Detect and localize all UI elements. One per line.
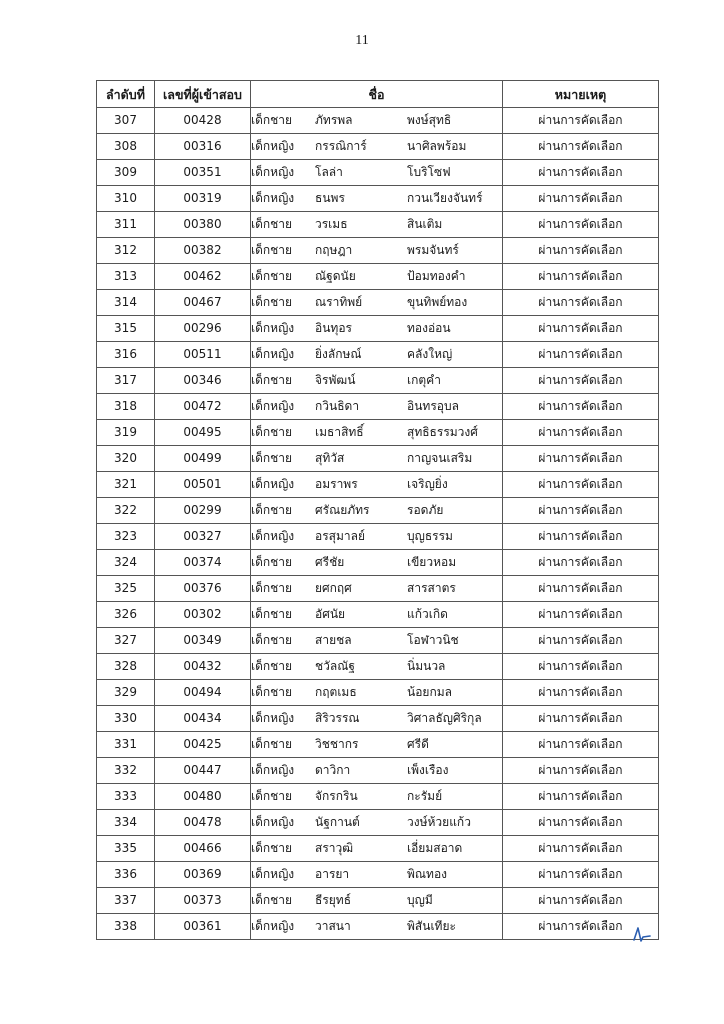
- note-cell: ผ่านการคัดเลือก: [503, 472, 659, 498]
- table-row: [97, 732, 659, 758]
- last-name: แก้วเกิด: [407, 607, 448, 621]
- note-cell: ผ่านการคัดเลือก: [503, 238, 659, 264]
- note-cell: ผ่านการคัดเลือก: [503, 264, 659, 290]
- seq-cell: 334: [97, 810, 155, 836]
- seq-cell: 309: [97, 160, 155, 186]
- exam-id-cell: 00495: [155, 420, 251, 446]
- note-cell: ผ่านการคัดเลือก: [503, 446, 659, 472]
- last-name: คลังใหญ่: [407, 347, 453, 361]
- table-row: [97, 316, 659, 342]
- name-cell: [251, 290, 503, 316]
- note-cell: ผ่านการคัดเลือก: [503, 602, 659, 628]
- name-title: เด็กชาย: [251, 555, 293, 569]
- name-title: เด็กชาย: [251, 633, 293, 647]
- seq-cell: 332: [97, 758, 155, 784]
- name-cell: [251, 524, 503, 550]
- note-cell: ผ่านการคัดเลือก: [503, 550, 659, 576]
- first-name: ยศกฤศ: [315, 581, 352, 595]
- name-title: เด็กชาย: [251, 581, 293, 595]
- exam-id-cell: 00466: [155, 836, 251, 862]
- table-row: [97, 784, 659, 810]
- table-row: [97, 290, 659, 316]
- table-row: [97, 862, 659, 888]
- last-name: ขุนทิพย์ทอง: [407, 295, 468, 309]
- first-name: สิริวรรณ: [315, 711, 360, 725]
- seq-cell: 317: [97, 368, 155, 394]
- last-name: ศรีดี: [407, 737, 429, 751]
- seq-cell: 308: [97, 134, 155, 160]
- last-name: นาศิลพร้อม: [407, 139, 467, 153]
- name-cell: [251, 628, 503, 654]
- note-cell: ผ่านการคัดเลือก: [503, 290, 659, 316]
- last-name: กะรัมย์: [407, 789, 443, 803]
- table-row: [97, 524, 659, 550]
- table-row: [97, 368, 659, 394]
- note-cell: ผ่านการคัดเลือก: [503, 576, 659, 602]
- name-title: เด็กชาย: [251, 451, 293, 465]
- last-name: เจริญยิ่ง: [407, 477, 448, 491]
- last-name: เขียวหอม: [407, 555, 457, 569]
- seq-cell: 333: [97, 784, 155, 810]
- seq-cell: 335: [97, 836, 155, 862]
- name-title: เด็กหญิง: [251, 867, 295, 881]
- name-title: เด็กชาย: [251, 659, 293, 673]
- exam-id-cell: 00351: [155, 160, 251, 186]
- exam-id-cell: 00374: [155, 550, 251, 576]
- table-row: [97, 602, 659, 628]
- first-name: วิชชากร: [315, 737, 359, 751]
- first-name: สายชล: [315, 633, 352, 647]
- note-cell: ผ่านการคัดเลือก: [503, 914, 659, 940]
- name-cell: [251, 576, 503, 602]
- seq-cell: 327: [97, 628, 155, 654]
- name-title: เด็กชาย: [251, 217, 293, 231]
- first-name: ภัทรพล: [315, 113, 353, 127]
- table-row: [97, 160, 659, 186]
- last-name: เพ็งเรือง: [407, 763, 449, 777]
- last-name: กวนเวียงจันทร์: [407, 191, 483, 205]
- name-title: เด็กชาย: [251, 373, 293, 387]
- exam-id-cell: 00432: [155, 654, 251, 680]
- table-row: [97, 446, 659, 472]
- name-title: เด็กชาย: [251, 295, 293, 309]
- table-row: [97, 108, 659, 134]
- note-cell: ผ่านการคัดเลือก: [503, 316, 659, 342]
- table-row: [97, 238, 659, 264]
- note-cell: ผ่านการคัดเลือก: [503, 628, 659, 654]
- table-row: [97, 680, 659, 706]
- seq-cell: 312: [97, 238, 155, 264]
- name-cell: [251, 836, 503, 862]
- note-cell: ผ่านการคัดเลือก: [503, 498, 659, 524]
- name-cell: [251, 914, 503, 940]
- name-cell: [251, 186, 503, 212]
- last-name: นิ่มนวล: [407, 659, 446, 673]
- note-cell: ผ่านการคัดเลือก: [503, 836, 659, 862]
- table-row: [97, 654, 659, 680]
- exam-id-cell: 00296: [155, 316, 251, 342]
- note-cell: ผ่านการคัดเลือก: [503, 160, 659, 186]
- check-mark-icon: [632, 924, 652, 946]
- last-name: เอี่ยมสอาด: [407, 841, 463, 855]
- table-row: [97, 394, 659, 420]
- table-row: [97, 264, 659, 290]
- first-name: ธีรยุทธ์: [315, 893, 352, 907]
- seq-cell: 322: [97, 498, 155, 524]
- note-cell: ผ่านการคัดเลือก: [503, 888, 659, 914]
- last-name: ทองอ่อน: [407, 321, 451, 335]
- name-cell: [251, 238, 503, 264]
- seq-cell: 338: [97, 914, 155, 940]
- exam-id-cell: 00299: [155, 498, 251, 524]
- table-row: [97, 888, 659, 914]
- name-cell: [251, 420, 503, 446]
- seq-cell: 315: [97, 316, 155, 342]
- name-cell: [251, 264, 503, 290]
- name-cell: [251, 550, 503, 576]
- last-name: พิณทอง: [407, 867, 448, 881]
- name-cell: [251, 108, 503, 134]
- table-row: [97, 472, 659, 498]
- name-title: เด็กหญิง: [251, 321, 295, 335]
- table-row: [97, 498, 659, 524]
- first-name: อินทุอร: [315, 321, 352, 335]
- seq-cell: 318: [97, 394, 155, 420]
- table-row: [97, 212, 659, 238]
- table-row: [97, 420, 659, 446]
- note-cell: ผ่านการคัดเลือก: [503, 758, 659, 784]
- table-body: [97, 108, 659, 940]
- exam-id-cell: 00447: [155, 758, 251, 784]
- last-name: บุญมี: [407, 893, 433, 907]
- last-name: วงษ์ห้วยแก้ว: [407, 815, 471, 829]
- exam-id-cell: 00319: [155, 186, 251, 212]
- note-cell: ผ่านการคัดเลือก: [503, 706, 659, 732]
- note-cell: ผ่านการคัดเลือก: [503, 784, 659, 810]
- exam-id-cell: 00316: [155, 134, 251, 160]
- exam-id-cell: 00346: [155, 368, 251, 394]
- exam-id-cell: 00511: [155, 342, 251, 368]
- table-row: [97, 186, 659, 212]
- seq-cell: 310: [97, 186, 155, 212]
- page-number: 11: [355, 33, 369, 48]
- exam-id-cell: 00425: [155, 732, 251, 758]
- seq-cell: 330: [97, 706, 155, 732]
- first-name: อรสุมาลย์: [315, 529, 366, 543]
- last-name: สารสาตร: [407, 581, 456, 595]
- table-row: [97, 550, 659, 576]
- name-cell: [251, 134, 503, 160]
- name-title: เด็กหญิง: [251, 815, 295, 829]
- first-name: ดาวิกา: [315, 763, 351, 777]
- exam-id-cell: 00376: [155, 576, 251, 602]
- name-title: เด็กชาย: [251, 269, 293, 283]
- note-cell: ผ่านการคัดเลือก: [503, 342, 659, 368]
- seq-cell: 324: [97, 550, 155, 576]
- first-name: ศรีชัย: [315, 555, 345, 569]
- note-cell: ผ่านการคัดเลือก: [503, 680, 659, 706]
- name-title: เด็กชาย: [251, 841, 293, 855]
- first-name: จักรกริน: [315, 789, 358, 803]
- first-name: กวินธิดา: [315, 399, 360, 413]
- exam-id-cell: 00467: [155, 290, 251, 316]
- last-name: ป้อมทองคำ: [407, 269, 466, 283]
- last-name: พิสันเทียะ: [407, 919, 456, 933]
- seq-cell: 314: [97, 290, 155, 316]
- seq-cell: 329: [97, 680, 155, 706]
- name-title: เด็กหญิง: [251, 139, 295, 153]
- note-cell: ผ่านการคัดเลือก: [503, 394, 659, 420]
- seq-cell: 323: [97, 524, 155, 550]
- first-name: สุทิวัส: [315, 451, 345, 465]
- note-cell: ผ่านการคัดเลือก: [503, 654, 659, 680]
- note-cell: ผ่านการคัดเลือก: [503, 212, 659, 238]
- name-title: เด็กหญิง: [251, 477, 295, 491]
- name-title: เด็กชาย: [251, 113, 293, 127]
- first-name: ธนพร: [315, 191, 345, 205]
- last-name: บุญธรรม: [407, 529, 453, 543]
- seq-cell: 326: [97, 602, 155, 628]
- name-title: เด็กหญิง: [251, 165, 295, 179]
- name-title: เด็กชาย: [251, 503, 293, 517]
- first-name: ณราทิพย์: [315, 295, 363, 309]
- first-name: ยิ่งลักษณ์: [315, 347, 362, 361]
- seq-cell: 311: [97, 212, 155, 238]
- first-name: อมราพร: [315, 477, 358, 491]
- name-title: เด็กหญิง: [251, 763, 295, 777]
- table-row: [97, 134, 659, 160]
- last-name: สินเติม: [407, 217, 443, 231]
- last-name: โบริโซฟ: [407, 165, 451, 179]
- last-name: พงษ์สุทธิ: [407, 113, 452, 127]
- name-cell: [251, 680, 503, 706]
- name-title: เด็กหญิง: [251, 919, 295, 933]
- name-cell: [251, 732, 503, 758]
- first-name: ชวัลณัฐ: [315, 659, 355, 673]
- table-row: [97, 342, 659, 368]
- first-name: กรรณิการ์: [315, 139, 367, 153]
- name-cell: [251, 810, 503, 836]
- name-title: เด็กชาย: [251, 893, 293, 907]
- name-cell: [251, 862, 503, 888]
- seq-cell: 321: [97, 472, 155, 498]
- exam-id-cell: 00480: [155, 784, 251, 810]
- exam-id-cell: 00434: [155, 706, 251, 732]
- note-cell: ผ่านการคัดเลือก: [503, 134, 659, 160]
- note-cell: ผ่านการคัดเลือก: [503, 420, 659, 446]
- last-name: โอฬาวนิช: [407, 633, 459, 647]
- table-header: [97, 81, 659, 108]
- name-cell: [251, 758, 503, 784]
- last-name: อินทรอุบล: [407, 399, 459, 413]
- header-note: หมายเหตุ: [503, 81, 659, 108]
- exam-id-cell: 00428: [155, 108, 251, 134]
- header-seq: ลำดับที่: [97, 81, 155, 108]
- seq-cell: 336: [97, 862, 155, 888]
- name-cell: [251, 472, 503, 498]
- name-cell: [251, 654, 503, 680]
- table-row: [97, 576, 659, 602]
- table-row: [97, 836, 659, 862]
- seq-cell: 307: [97, 108, 155, 134]
- first-name: เมธาสิทธิ์: [315, 425, 364, 439]
- last-name: น้อยกมล: [407, 685, 452, 699]
- header-exam-id: เลขที่ผู้เข้าสอบ: [155, 81, 251, 108]
- first-name: กฤตเมธ: [315, 685, 357, 699]
- name-cell: [251, 368, 503, 394]
- seq-cell: 328: [97, 654, 155, 680]
- first-name: โลล่า: [315, 165, 343, 179]
- seq-cell: 319: [97, 420, 155, 446]
- name-title: เด็กหญิง: [251, 529, 295, 543]
- first-name: กฤษฎา: [315, 243, 353, 257]
- name-title: เด็กหญิง: [251, 191, 295, 205]
- seq-cell: 316: [97, 342, 155, 368]
- name-cell: [251, 446, 503, 472]
- name-title: เด็กชาย: [251, 425, 293, 439]
- name-title: เด็กชาย: [251, 243, 293, 257]
- exam-id-cell: 00462: [155, 264, 251, 290]
- last-name: วิศาลธัญศิริกุล: [407, 711, 482, 725]
- exam-id-cell: 00494: [155, 680, 251, 706]
- name-title: เด็กชาย: [251, 685, 293, 699]
- header-row: [97, 81, 659, 108]
- first-name: ศรัณยภัทร: [315, 503, 370, 517]
- note-cell: ผ่านการคัดเลือก: [503, 108, 659, 134]
- seq-cell: 325: [97, 576, 155, 602]
- name-title: เด็กชาย: [251, 737, 293, 751]
- exam-id-cell: 00327: [155, 524, 251, 550]
- exam-id-cell: 00373: [155, 888, 251, 914]
- name-title: เด็กหญิง: [251, 399, 295, 413]
- exam-id-cell: 00472: [155, 394, 251, 420]
- exam-id-cell: 00369: [155, 862, 251, 888]
- table-row: [97, 628, 659, 654]
- note-cell: ผ่านการคัดเลือก: [503, 732, 659, 758]
- seq-cell: 337: [97, 888, 155, 914]
- name-title: เด็กชาย: [251, 607, 293, 621]
- note-cell: ผ่านการคัดเลือก: [503, 368, 659, 394]
- name-cell: [251, 498, 503, 524]
- first-name: สราวุฒิ: [315, 841, 354, 855]
- table-row: [97, 810, 659, 836]
- name-title: เด็กหญิง: [251, 347, 295, 361]
- name-cell: [251, 160, 503, 186]
- seq-cell: 320: [97, 446, 155, 472]
- note-cell: ผ่านการคัดเลือก: [503, 810, 659, 836]
- first-name: ณัฐดนัย: [315, 269, 356, 283]
- table-row: [97, 914, 659, 940]
- exam-id-cell: 00382: [155, 238, 251, 264]
- name-cell: [251, 342, 503, 368]
- name-cell: [251, 212, 503, 238]
- exam-id-cell: 00302: [155, 602, 251, 628]
- name-cell: [251, 394, 503, 420]
- name-title: เด็กชาย: [251, 789, 293, 803]
- note-cell: ผ่านการคัดเลือก: [503, 186, 659, 212]
- table-row: [97, 758, 659, 784]
- last-name: รอดภัย: [407, 503, 444, 517]
- note-cell: ผ่านการคัดเลือก: [503, 862, 659, 888]
- last-name: กาญจนเสริม: [407, 451, 473, 465]
- exam-id-cell: 00361: [155, 914, 251, 940]
- exam-id-cell: 00478: [155, 810, 251, 836]
- last-name: พรมจันทร์: [407, 243, 459, 257]
- note-cell: ผ่านการคัดเลือก: [503, 524, 659, 550]
- name-cell: [251, 706, 503, 732]
- seq-cell: 313: [97, 264, 155, 290]
- exam-id-cell: 00501: [155, 472, 251, 498]
- first-name: อารยา: [315, 867, 350, 881]
- name-cell: [251, 602, 503, 628]
- name-cell: [251, 888, 503, 914]
- exam-id-cell: 00499: [155, 446, 251, 472]
- last-name: เกตุคำ: [407, 373, 441, 387]
- exam-id-cell: 00349: [155, 628, 251, 654]
- candidate-table: [96, 80, 659, 940]
- first-name: วาสนา: [315, 919, 351, 933]
- first-name: นัฐกานต์: [315, 815, 360, 829]
- first-name: จิรพัฒน์: [315, 373, 356, 387]
- first-name: อัศนัย: [315, 607, 346, 621]
- table-row: [97, 706, 659, 732]
- first-name: วรเมธ: [315, 217, 348, 231]
- header-name: ชื่อ: [251, 81, 503, 108]
- name-title: เด็กหญิง: [251, 711, 295, 725]
- name-cell: [251, 316, 503, 342]
- last-name: สุทธิธรรมวงศ์: [407, 425, 478, 439]
- name-cell: [251, 784, 503, 810]
- seq-cell: 331: [97, 732, 155, 758]
- exam-id-cell: 00380: [155, 212, 251, 238]
